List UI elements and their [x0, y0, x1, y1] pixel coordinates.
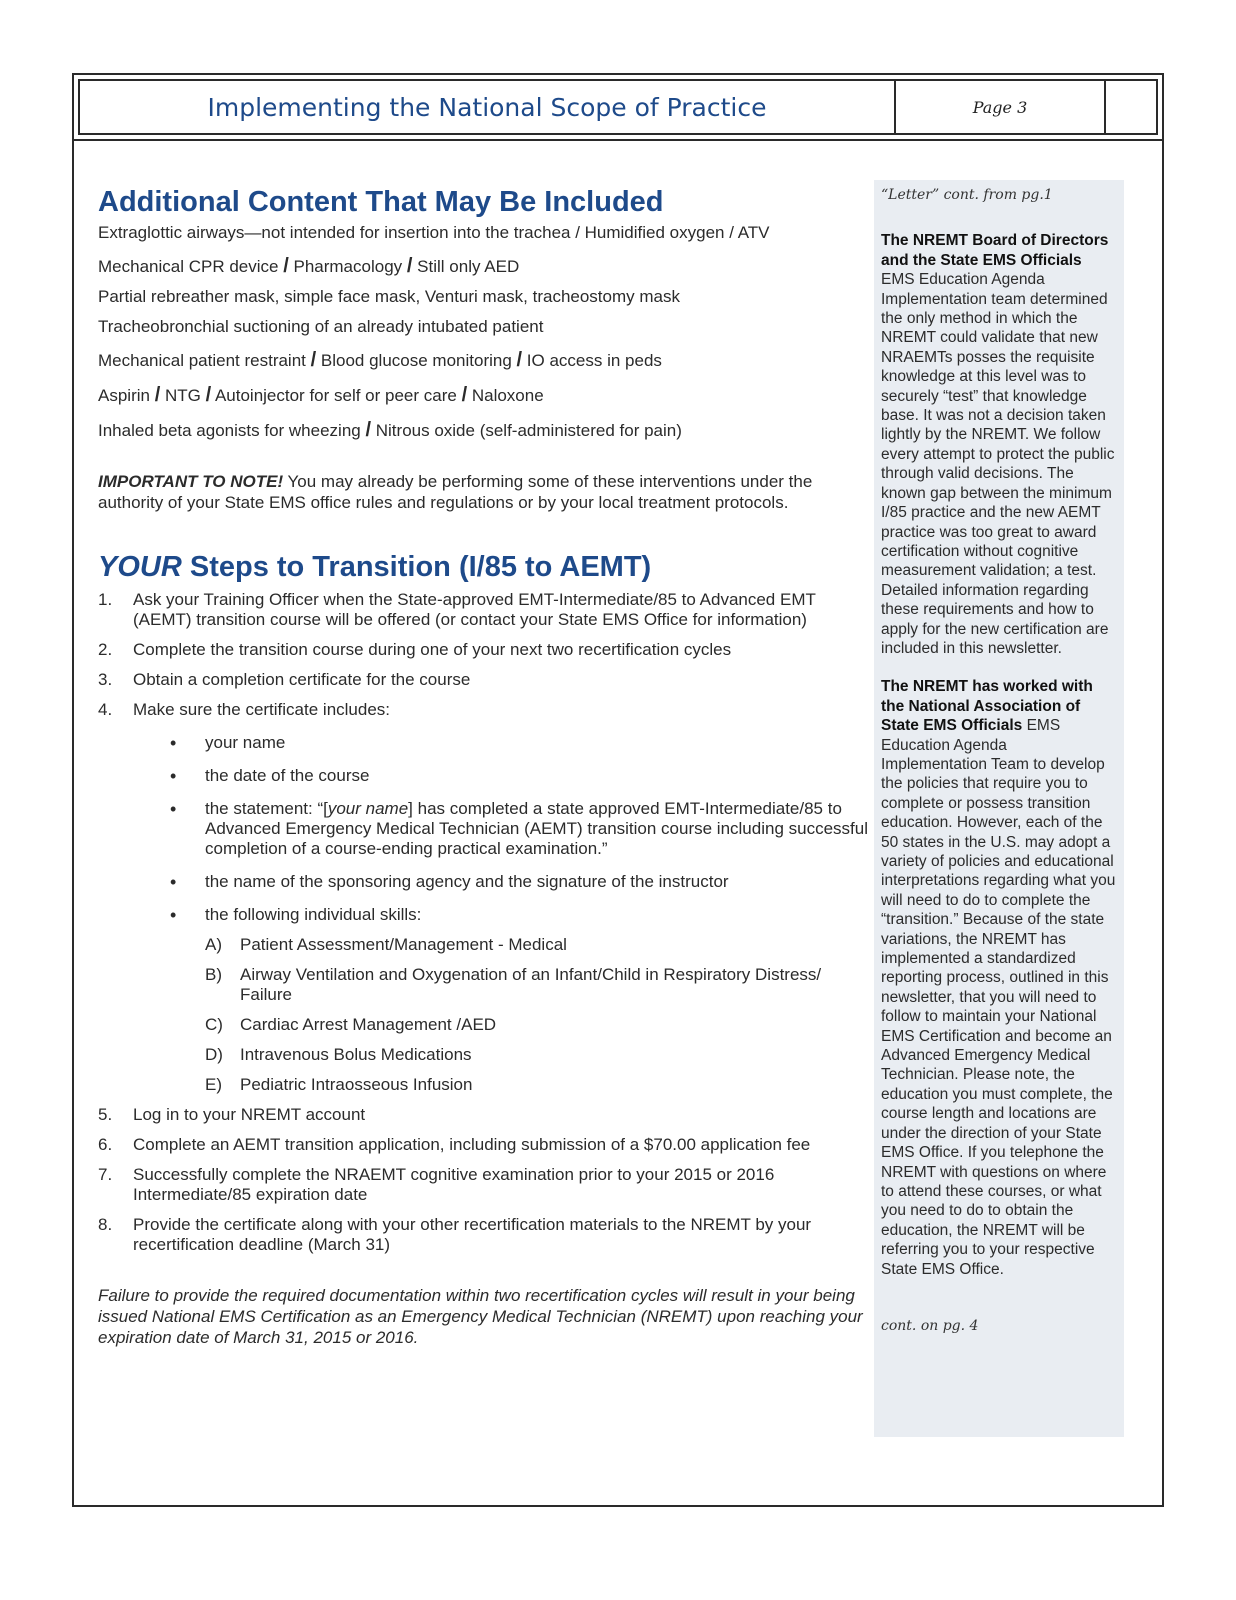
important-note-label: IMPORTANT TO NOTE! — [98, 472, 284, 491]
list-item: Mechanical CPR device / Pharmacology / Still only AED — [98, 255, 520, 277]
list-item: B) Airway Ventilation and Oxygenation of an Infant/Child in Respiratory Distress/ Failure — [205, 965, 822, 1004]
list-item: Partial rebreather mask, simple face mask, Venturi mask, tracheostomy mask — [98, 287, 680, 306]
list-item: Inhaled beta agonists for wheezing / Nitrous oxide (self-administered for pain) — [98, 419, 682, 441]
list-item: E) Pediatric Intraosseous Infusion — [205, 1075, 473, 1094]
section-heading-additional-content: Additional Content That May Be Included — [98, 186, 664, 218]
main-column — [98, 185, 873, 1348]
page-frame — [72, 73, 1164, 1507]
header-blank-cell — [1106, 81, 1156, 133]
list-item: • the following individual skills: — [170, 905, 422, 925]
list-item: 2. Complete the transition course during one of your next two recertification cycles — [98, 640, 732, 659]
page-header — [74, 75, 1162, 141]
list-item: 5. Log in to your NREMT account — [98, 1105, 366, 1124]
closing-note: Failure to provide the required documentation within two recertification cycles will result in your being issued National EMS Certification as an Emergency Medical Technician (NREMT) upon reaching your expiration date of March 31, 2015 or 2016. — [98, 1286, 863, 1347]
list-item: C) Cardiac Arrest Management /AED — [205, 1015, 497, 1034]
list-item: • your name — [170, 733, 286, 753]
certificate-requirements-list — [98, 733, 873, 925]
transition-steps-list — [98, 590, 873, 720]
sidebar-letter — [874, 180, 1124, 1437]
page-number: Page 3 — [896, 81, 1106, 133]
additional-content-list — [98, 223, 873, 441]
list-item: • the name of the sponsoring agency and the signature of the instructor — [170, 872, 729, 892]
list-item: 6. Complete an AEMT transition application, including submission of a $70.00 application fee — [98, 1135, 811, 1154]
list-item: Aspirin / NTG / Autoinjector for self or peer care / Naloxone — [98, 384, 544, 406]
list-item: Tracheobronchial suctioning of an already intubated patient — [98, 317, 544, 336]
list-item: • the date of the course — [170, 766, 370, 786]
list-item: A) Patient Assessment/Management - Medical — [205, 935, 567, 954]
sidebar-paragraph: The NREMT Board of Directors and the State EMS Officials EMS Education Agenda Implementation team determined the only method in which the NREMT could validate that new NRAEMTs posses the requisite knowledge at this level was to securely “test” that knowledge base. It was not a decision taken lightly by the NREMT. We follow every attempt to protect the public through valid decisions. The known gap between the minimum I/85 practice and the new AEMT practice was too great to award certification without cognitive measurement validation; a test. Detailed information regarding these requirements and how to apply for the new certification are included in this newsletter. — [881, 232, 1115, 657]
header-box — [78, 79, 1158, 135]
list-item: • the statement: “[your name] has completed a state approved EMT-Intermediate/85 to Advanced Emergency Medical Technician (AEMT) transition course including successful completion of a course-ending practical examination.” — [170, 799, 868, 858]
skills-list — [98, 935, 873, 1095]
list-item: D) Intravenous Bolus Medications — [205, 1045, 472, 1064]
list-item: 1. Ask your Training Officer when the State-approved EMT-Intermediate/85 to Advanced EMT (AEMT) transition course will be offered (or contact your State EMS Office for information) — [98, 590, 816, 629]
list-item: 8. Provide the certificate along with your other recertification materials to the NREMT by your recertification deadline (March 31) — [98, 1215, 812, 1254]
list-item: Extraglottic airways—not intended for insertion into the trachea / Humidified oxygen / ATV — [98, 223, 770, 242]
list-item: 4. Make sure the certificate includes: — [98, 700, 391, 719]
list-item: Mechanical patient restraint / Blood glucose monitoring / IO access in peds — [98, 349, 662, 371]
section-heading-steps: YOUR Steps to Transition (I/85 to AEMT) — [98, 551, 652, 583]
newsletter-title: Implementing the National Scope of Practice — [80, 81, 896, 133]
continued-on-label: cont. on pg. 4 — [881, 1317, 979, 1334]
sidebar-paragraph: The NREMT has worked with the National Association of State EMS Officials EMS Education Agenda Implementation Team to develop the policies that require you to complete or possess transition education. However, each of the 50 states in the U.S. may adopt a variety of policies and educational interpretations regarding what you will need to do to complete the “transition.” Because of the state variations, the NREMT has implemented a standardized reporting process, outlined in this newsletter, that you will need to follow to maintain your National EMS Certification and become an Advanced Emergency Medical Technician. Please note, the education you must complete, the course length and locations are under the direction of your State EMS Office. If you telephone the NREMT with questions on where to attend these courses, or what you need to do to obtain the education, the NREMT will be referring you to your respective State EMS Office. — [881, 678, 1116, 1278]
transition-steps-list-continued — [98, 1105, 873, 1255]
list-item: 7. Successfully complete the NRAEMT cognitive examination prior to your 2015 or 2016 Intermediate/85 expiration date — [98, 1165, 775, 1204]
continued-from-label: “Letter” cont. from pg.1 — [881, 187, 1053, 203]
important-note: IMPORTANT TO NOTE! You may already be performing some of these interventions under the authority of your State EMS office rules and regulations or by your local treatment protocols. — [98, 472, 813, 512]
list-item: 3. Obtain a completion certificate for the course — [98, 670, 471, 689]
